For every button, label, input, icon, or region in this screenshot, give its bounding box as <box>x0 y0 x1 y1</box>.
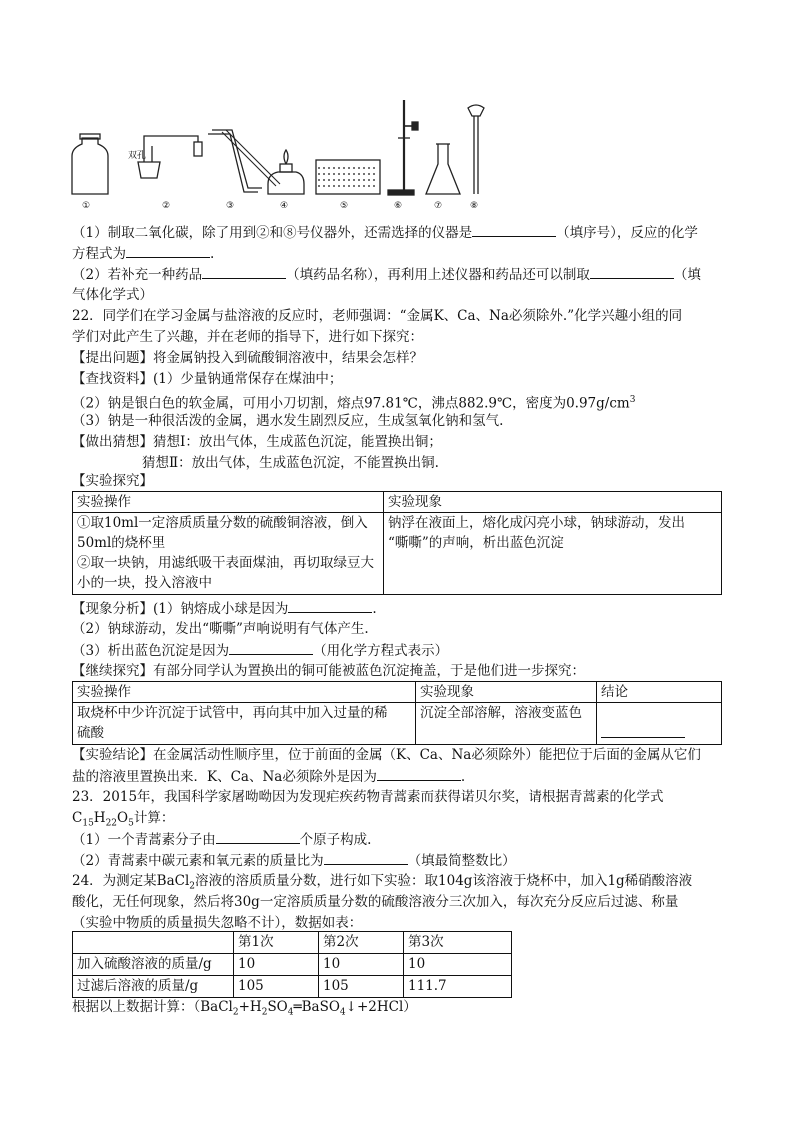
answer-blank[interactable] <box>202 264 286 279</box>
q22-info3: （3）钠是一种很活泼的金属，遇水发生剧烈反应，生成氢氧化钠和氢气. <box>72 413 504 429</box>
gas-bottle-icon <box>72 134 108 194</box>
q22-analysis1: 【现象分析】(1）钠熔成小球是因为 . <box>72 598 377 619</box>
q22-guess1: 【做出猜想】猜想Ⅰ：放出气体，生成蓝色沉淀，能置换出铜； <box>72 434 442 450</box>
table-cell: 111.7 <box>404 976 512 998</box>
apparatus-label-6: ⑥ <box>394 201 403 211</box>
table-cell <box>73 932 234 954</box>
table-header: 实验操作 <box>73 492 384 513</box>
table-cell: 105 <box>319 976 404 998</box>
double-hole-stopper-icon <box>138 136 202 178</box>
table-cell: 10 <box>319 954 404 976</box>
answer-blank[interactable] <box>377 766 461 781</box>
apparatus-label-1: ① <box>82 201 91 211</box>
q22-intro-line2: 学们对此产生了兴趣，并在老师的指导下，进行如下探究： <box>72 329 423 345</box>
answer-blank[interactable] <box>216 829 300 844</box>
apparatus-label-3: ③ <box>226 201 235 211</box>
q22-info1: 【查找资料】(1）少量钠通常保存在煤油中； <box>72 371 343 387</box>
answer-blank[interactable] <box>590 264 674 279</box>
answer-blank[interactable] <box>288 598 372 613</box>
double-hole-label: 双孔 <box>128 151 147 161</box>
q22-conclusion1: 【实验结论】在金属活动性顺序里，位于前面的金属（K、Ca、Na必须除外）能把位于后面的金属从它们 <box>72 747 701 763</box>
water-trough-icon <box>316 160 380 194</box>
table-header: 结论 <box>597 682 722 703</box>
q22-intro-line1: 22．同学们在学习金属与盐溶液的反应时，老师强调：“金属K、Ca、Na必须除外.”化学兴趣小组的同 <box>72 308 683 324</box>
q22-conclusion2: 盐的溶液里置换出来．K、Ca、Na必须除外是因为 . <box>72 766 465 787</box>
table-row <box>73 976 512 998</box>
q22-question: 【提出问题】将金属钠投入到硫酸铜溶液中，结果会怎样？ <box>72 350 423 366</box>
q23-part2: （2）青蒿素中碳元素和氧元素的质量比为 （填最简整数比） <box>72 850 516 871</box>
conical-flask-icon <box>426 144 460 194</box>
experiment-table-2 <box>72 681 722 745</box>
answer-blank[interactable] <box>472 222 556 237</box>
table-cell: 加入硫酸溶液的质量/g <box>73 954 234 976</box>
apparatus-label-7: ⑦ <box>434 201 443 211</box>
answer-blank[interactable] <box>601 723 685 738</box>
table-header: 第3次 <box>404 932 512 954</box>
table-cell: 钠浮在液面上，熔化成闪亮小球，钠球游动，发出 “嘶嘶”的声响，析出蓝色沉淀 <box>384 513 722 595</box>
q21-part1-line1: （1）制取二氧化碳，除了用到②和⑧号仪器外，还需选择的仪器是 （填序号），反应的化学 <box>72 222 698 243</box>
table-cell <box>597 703 722 745</box>
table-cell: ①取10ml一定溶质质量分数的硫酸铜溶液，倒入 50ml的烧杯里 ②取一块钠，用滤纸吸干表面煤油，再切取绿豆大 小的一块，投入溶液中 <box>73 513 384 595</box>
table-header: 实验现象 <box>384 492 722 513</box>
apparatus-label-4: ④ <box>280 201 289 211</box>
table-cell: 10 <box>404 954 512 976</box>
long-neck-funnel-icon <box>468 105 484 194</box>
q24-intro3: （实验中物质的质量损失忽略不计），数据如表： <box>72 915 363 931</box>
table-header: 第2次 <box>319 932 404 954</box>
table-cell: 取烧杯中少许沉淀于试管中，再向其中加入过量的稀 硫酸 <box>73 703 416 745</box>
apparatus-label-8: ⑧ <box>470 201 479 211</box>
data-table <box>72 931 512 998</box>
answer-blank[interactable] <box>229 640 313 655</box>
q22-info2: （2）钠是银白色的软金属，可用小刀切割，熔点97.81℃，沸点882.9℃，密度为$0.97g/cm^3$ <box>72 395 636 412</box>
table-header: 实验现象 <box>416 682 597 703</box>
q22-analysis2: （2）钠球游动，发出“嘶嘶”声响说明有气体产生. <box>72 621 369 637</box>
q21-part2-line1: （2）若补充一种药品 （填药品名称），再利用上述仪器和药品还可以制取 （填 <box>72 264 701 285</box>
table-cell: 10 <box>234 954 319 976</box>
q22-guess2: 猜想Ⅱ：放出气体，生成蓝色沉淀，不能置换出铜. <box>142 455 439 471</box>
alcohol-lamp-icon <box>268 150 304 194</box>
q22-continue: 【继续探究】有部分同学认为置换出的铜可能被蓝色沉淀掩盖，于是他们进一步探究： <box>72 663 585 679</box>
q24-intro1: 24．为测定某BaCl$_2$溶液的溶质质量分数，进行如下实验：取104g该溶液于烧杯中，加入1g稀硝酸溶液 <box>72 873 693 892</box>
q24-calc: 根据以上数据计算：$(BaCl_2+H_2SO_4═BaSO_4↓+2HCl)$ <box>72 999 417 1018</box>
answer-blank[interactable] <box>324 850 408 865</box>
apparatus-label-5: ⑤ <box>340 201 349 211</box>
apparatus-label-2: ② <box>162 201 171 211</box>
table-cell: 沉淀全部溶解，溶液变蓝色 <box>416 703 597 745</box>
q23-part1: （1）一个青蒿素分子由 个原子构成. <box>72 829 371 850</box>
table-cell: 过滤后溶液的质量/g <box>73 976 234 998</box>
q21-part2-line2: 气体化学式） <box>72 287 153 303</box>
table-header: 第1次 <box>234 932 319 954</box>
experiment-table-1 <box>72 491 722 595</box>
q23-formula: $C_{15}H_{22}O_5$计算： <box>72 810 175 829</box>
table-row <box>73 954 512 976</box>
q21-part1-line2: 方程式为 . <box>72 243 214 264</box>
table-cell: 105 <box>234 976 319 998</box>
q22-analysis3: （3）析出蓝色沉淀是因为 （用化学方程式表示） <box>72 640 448 661</box>
q23-intro1: 23．2015年，我国科学家屠呦呦因为发现疟疾药物青蒿素而获得诺贝尔奖，请根据青蒿素的化学式 <box>72 789 664 805</box>
iron-stand-icon <box>388 100 418 195</box>
q22-explore-title: 【实验探究】 <box>72 473 153 489</box>
answer-blank[interactable] <box>126 243 210 258</box>
q24-intro2: 酸化，无任何现象，然后将30g一定溶质质量分数的硫酸溶液分三次加入，每次充分反应后过滤、称量 <box>72 894 679 910</box>
table-header: 实验操作 <box>73 682 416 703</box>
lab-apparatus-figure <box>68 96 508 216</box>
